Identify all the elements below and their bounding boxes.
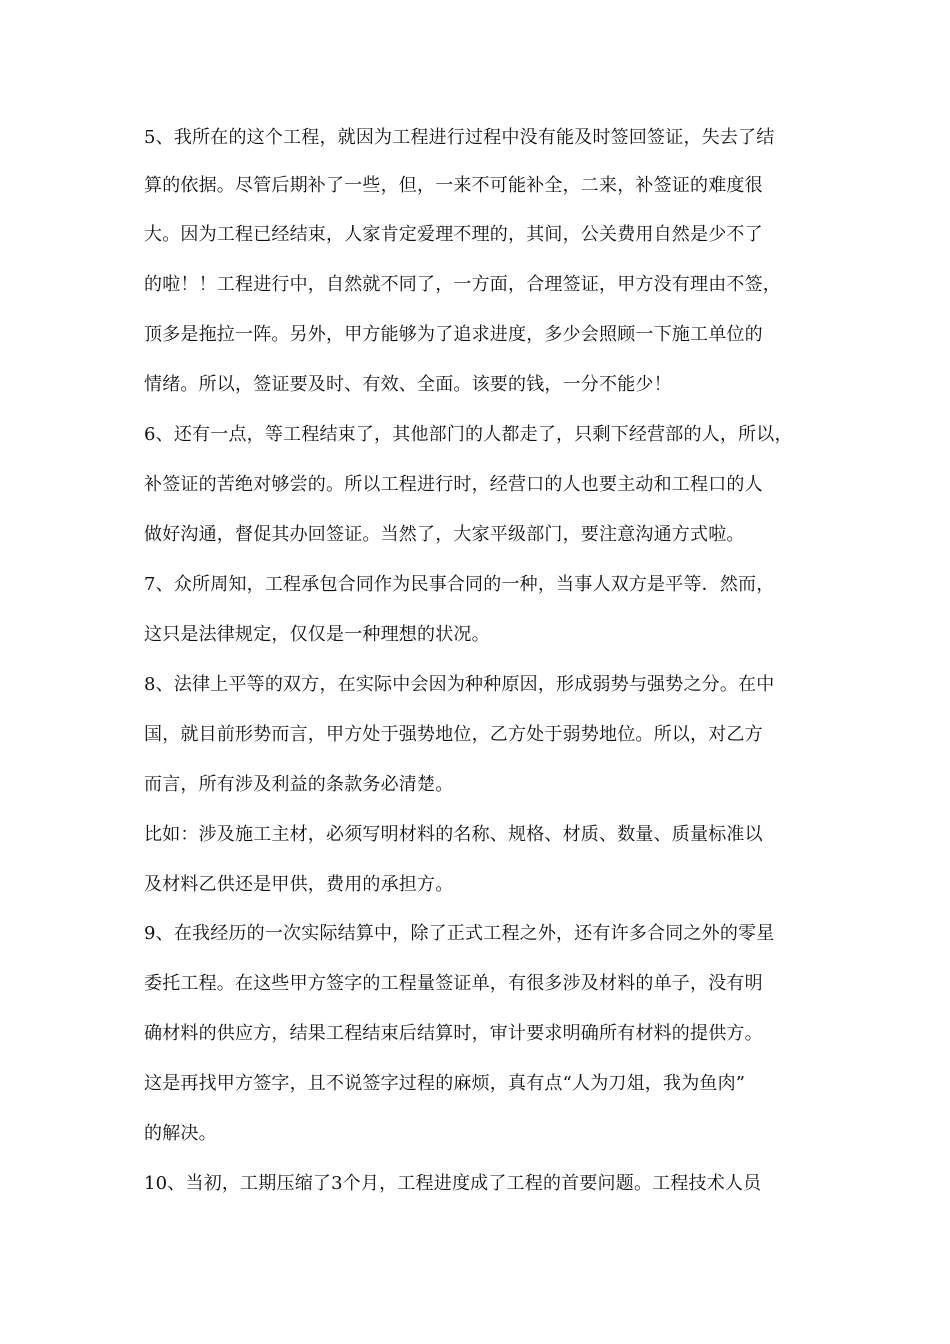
text-line: 情绪。所以，签证要及时、有效、全面。该要的钱，一分不能少！ [144,374,672,395]
text-line: 8、法律上平等的双方，在实际中会因为种种原因，形成弱势与强势之分。在中 [144,674,775,695]
text-line: 做好沟通，督促其办回签证。当然了，大家平级部门，要注意沟通方式啦。 [144,524,745,545]
text-line: 而言，所有涉及利益的条款务必清楚。 [144,774,454,795]
text-line: 顶多是拖拉一阵。另外，甲方能够为了追求进度，多少会照顾一下施工单位的 [144,324,763,345]
text-line: 国，就目前形势而言，甲方处于强势地位，乙方处于弱势地位。所以，对乙方 [144,724,763,745]
text-line: 10、当初，工期压缩了3个月，工程进度成了工程的首要问题。工程技术人员 [144,1173,762,1194]
text-line: 7、众所周知，工程承包合同作为民事合同的一种，当事人双方是平等．然而， [144,574,775,595]
text-line: 算的依据。尽管后期补了一些，但，一来不可能补全，二来，补签证的难度很 [144,175,763,196]
text-line: 的啦！！工程进行中，自然就不同了，一方面，合理签证，甲方没有理由不签， [144,274,781,295]
text-line: 补签证的苦绝对够尝的。所以工程进行时，经营口的人也要主动和工程口的人 [144,474,763,495]
text-line: 确材料的供应方，结果工程结束后结算时，审计要求明确所有材料的提供方。 [144,1023,763,1044]
text-line: 6、还有一点，等工程结束了，其他部门的人都走了，只剩下经营部的人，所以， [144,424,793,445]
text-line: 比如：涉及施工主材，必须写明材料的名称、规格、材质、数量、质量标准以 [144,824,763,845]
text-line: 委托工程。在这些甲方签字的工程量签证单，有很多涉及材料的单子，没有明 [144,973,763,994]
text-line: 5、我所在的这个工程，就因为工程进行过程中没有能及时签回签证，失去了结 [144,127,775,148]
text-line: 大。因为工程已经结束，人家肯定爱理不理的，其间，公关费用自然是少不了 [144,224,763,245]
text-line: 9、在我经历的一次实际结算中，除了正式工程之外，还有许多合同之外的零星 [144,923,775,944]
text-line: 及材料乙供还是甲供，费用的承担方。 [144,874,454,895]
text-line: 这是再找甲方签字，且不说签字过程的麻烦，真有点“人为刀俎，我为鱼肉” [144,1073,746,1094]
text-line: 这只是法律规定，仅仅是一种理想的状况。 [144,624,490,645]
text-line: 的解决。 [144,1123,217,1144]
